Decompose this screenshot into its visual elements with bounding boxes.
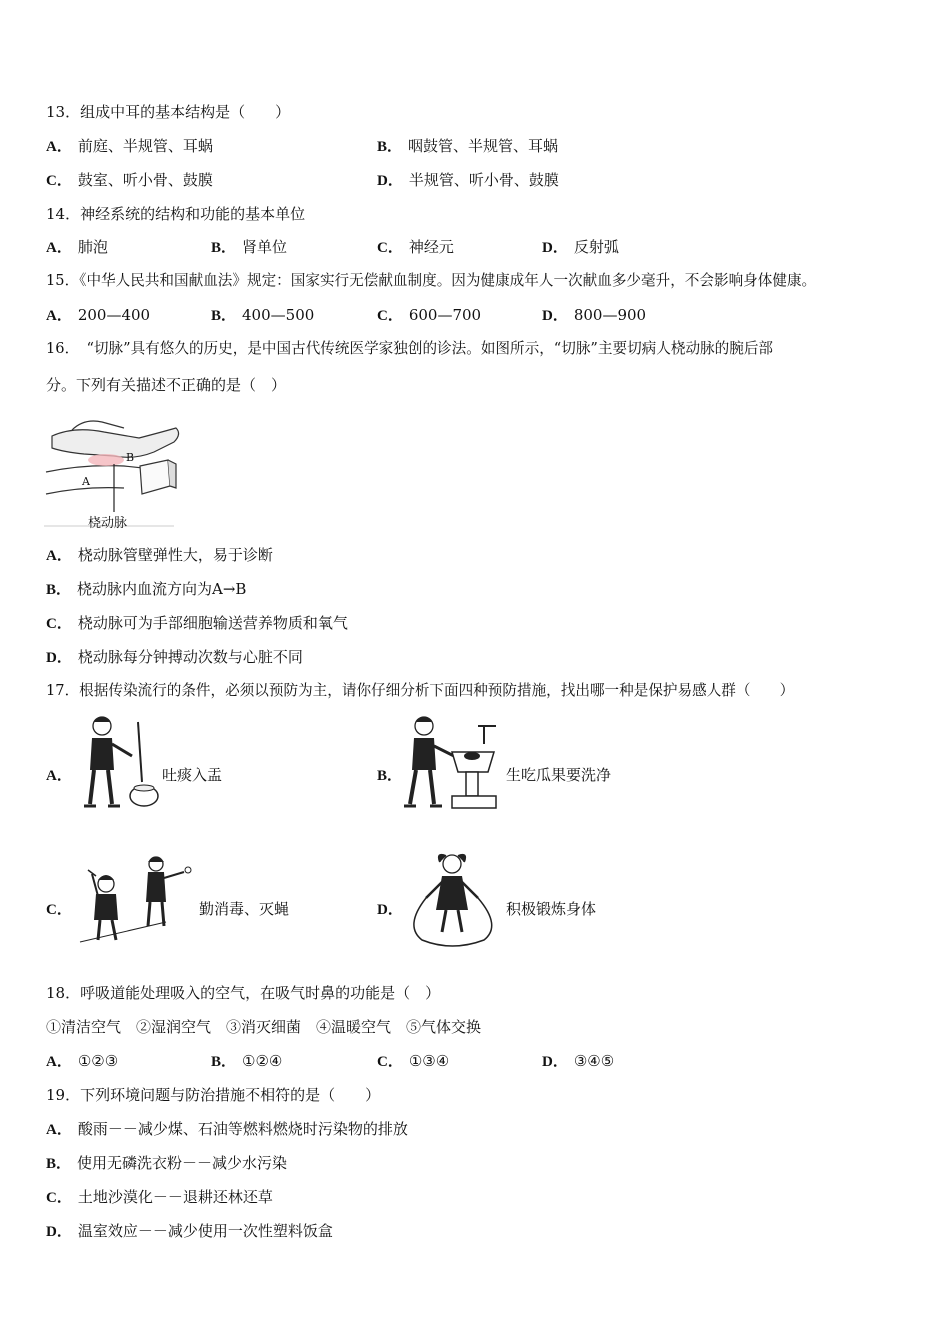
q15-option-b[interactable]: B． 400—500 <box>211 306 315 324</box>
washing-illustration <box>400 712 504 812</box>
q13-option-b[interactable]: B． 咽鼓管、半规管、耳蜗 <box>377 137 559 155</box>
q19-option-d[interactable]: D． 温室效应－－减少使用一次性塑料饭盒 <box>46 1222 333 1240</box>
q18-stem: 18．呼吸道能处理吸入的空气，在吸气时鼻的功能是（ ） <box>46 984 441 1002</box>
q14-option-a[interactable]: A． 肺泡 <box>46 238 108 256</box>
q18-option-b[interactable]: B． ①②④ <box>211 1052 283 1070</box>
q13-option-d[interactable]: D． 半规管、听小骨、鼓膜 <box>377 171 559 189</box>
q16-option-c[interactable]: C． 桡动脉可为手部细胞输送营养物质和氧气 <box>46 614 348 632</box>
q17-option-c-text: 勤消毒、灭蝇 <box>199 900 290 918</box>
disinfect-people-icon <box>76 850 196 950</box>
q17-option-b[interactable]: B． <box>377 768 403 784</box>
q14-option-d[interactable]: D． 反射弧 <box>542 238 619 256</box>
q17-option-b-text: 生吃瓜果要洗净 <box>506 766 612 784</box>
q16-option-d[interactable]: D． 桡动脉每分钟搏动次数与心脏不同 <box>46 648 303 666</box>
q17-option-d-text: 积极锻炼身体 <box>506 900 597 918</box>
q15-stem: 15．《中华人民共和国献血法》规定：国家实行无偿献血制度。因为健康成年人一次献血多少毫升，不会影响身体健康。 <box>46 272 817 289</box>
q16-option-a[interactable]: A． 桡动脉管壁弹性大，易于诊断 <box>46 546 273 564</box>
q15-option-c[interactable]: C． 600—700 <box>377 306 482 324</box>
q17-option-a-text: 吐痰入盂 <box>162 766 223 784</box>
q19-option-a[interactable]: A． 酸雨－－减少煤、石油等燃料燃烧时污染物的排放 <box>46 1120 408 1138</box>
q17-stem: 17．根据传染流行的条件，必须以预防为主，请你仔细分析下面四种预防措施，找出哪一种是保护易感人群（ ） <box>46 682 795 699</box>
figure-caption: 桡动脉 <box>88 516 128 531</box>
wash-person-icon <box>400 712 504 812</box>
q15-option-d[interactable]: D． 800—900 <box>542 306 647 324</box>
q17-option-c[interactable]: C． <box>46 902 72 918</box>
disinfect-illustration <box>76 850 196 950</box>
q18-items: ①清洁空气 ②湿润空气 ③消灭细菌 ④温暖空气 ⑤气体交换 <box>46 1018 482 1036</box>
q13-option-c[interactable]: C． 鼓室、听小骨、鼓膜 <box>46 171 213 189</box>
q14-option-c[interactable]: C． 神经元 <box>377 238 454 256</box>
q14-stem: 14．神经系统的结构和功能的基本单位 <box>46 205 306 223</box>
exercise-illustration <box>402 848 504 950</box>
q18-option-a[interactable]: A． ①②③ <box>46 1052 119 1070</box>
q16-option-b[interactable]: B． 桡动脉内血流方向为A→B <box>46 580 247 598</box>
label-b: B <box>126 451 135 464</box>
label-a: A <box>82 475 90 488</box>
q18-option-d[interactable]: D． ③④⑤ <box>542 1052 615 1070</box>
q17-option-a[interactable]: A． <box>46 768 72 784</box>
q14-option-b[interactable]: B． 肾单位 <box>211 238 288 256</box>
jump-rope-icon <box>402 848 504 950</box>
q19-option-c[interactable]: C． 土地沙漠化－－退耕还林还草 <box>46 1188 273 1206</box>
q13-stem: 13．组成中耳的基本结构是（ ） <box>46 103 291 121</box>
q19-option-b[interactable]: B． 使用无磷洗衣粉－－减少水污染 <box>46 1154 288 1172</box>
spit-person-icon <box>76 712 160 812</box>
q13-option-a[interactable]: A． 前庭、半规管、耳蜗 <box>46 137 213 155</box>
q19-stem: 19．下列环境问题与防治措施不相符的是（ ） <box>46 1086 381 1104</box>
q16-stem-line2: 分。下列有关描述不正确的是（ ） <box>46 376 287 394</box>
q18-option-c[interactable]: C． ①③④ <box>377 1052 450 1070</box>
q17-option-d[interactable]: D． <box>377 902 403 918</box>
spitting-illustration <box>76 712 160 812</box>
q15-option-a[interactable]: A． 200—400 <box>46 306 151 324</box>
q16-stem-line1: 16． “切脉”具有悠久的历史，是中国古代传统医学家独创的诊法。如图所示，“切脉”主要切病人桡动脉的腕后部 <box>46 340 774 357</box>
pulse-figure <box>44 408 184 530</box>
